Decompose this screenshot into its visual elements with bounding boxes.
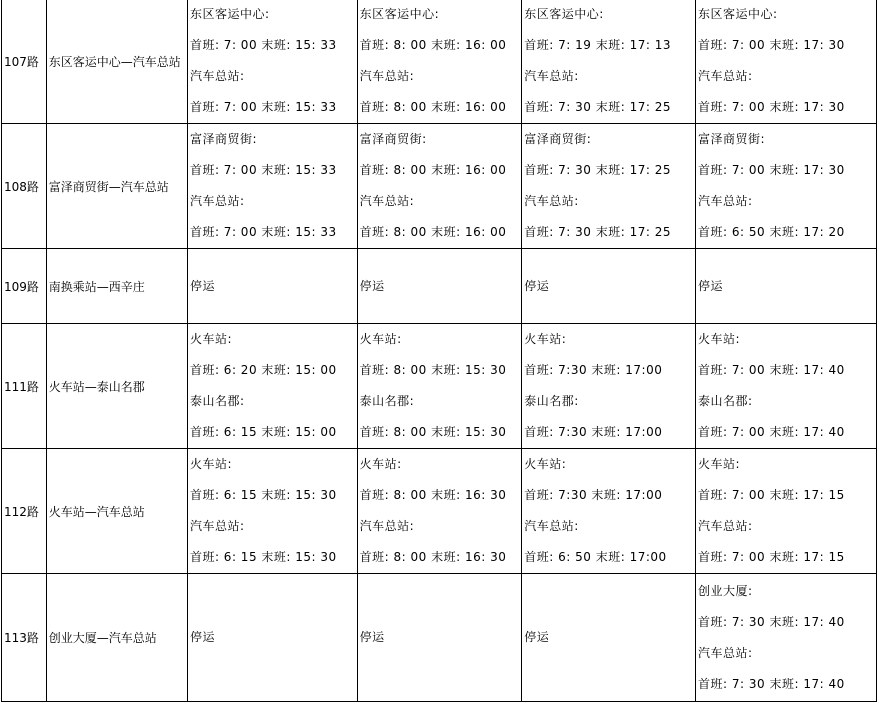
schedule-times: 首班: 6: 15 末班: 15: 00 <box>189 425 337 439</box>
suspended-text: 停运 <box>189 278 215 293</box>
table-row <box>2 0 877 124</box>
station-label: 火车站: <box>524 332 567 346</box>
schedule-times: 首班: 6: 20 末班: 15: 00 <box>189 363 337 377</box>
schedule-times: 首班: 8: 00 末班: 16: 00 <box>359 163 507 177</box>
schedule-cell <box>187 124 357 249</box>
bus-schedule-table <box>1 0 877 702</box>
route-name: 东区客运中心—汽车总站 <box>46 0 187 124</box>
station-label: 汽车总站: <box>698 519 753 533</box>
schedule-cell <box>696 449 877 574</box>
suspended-text: 停运 <box>524 630 550 644</box>
schedule-times: 首班: 7: 00 末班: 17: 30 <box>698 163 845 177</box>
schedule-times: 首班: 8: 00 末班: 16: 30 <box>359 488 507 502</box>
station-label: 汽车总站: <box>698 194 753 208</box>
schedule-times: 首班: 7: 00 末班: 17: 40 <box>698 363 845 377</box>
schedule-times: 首班: 6: 50 末班: 17:00 <box>524 550 667 564</box>
schedule-cell <box>187 574 357 702</box>
schedule-cell <box>696 0 877 124</box>
schedule-cell <box>357 0 522 124</box>
schedule-cell <box>522 124 696 249</box>
station-label: 泰山名郡: <box>524 394 579 408</box>
suspended-text: 停运 <box>524 278 550 293</box>
schedule-cell <box>696 124 877 249</box>
table-row <box>2 324 877 449</box>
station-label: 火车站: <box>189 457 232 471</box>
suspended-text: 停运 <box>698 278 724 293</box>
station-label: 汽车总站: <box>524 519 579 533</box>
route-name: 创业大厦—汽车总站 <box>46 574 187 702</box>
table-row <box>2 574 877 702</box>
schedule-cell <box>187 249 357 324</box>
table-row <box>2 249 877 324</box>
route-number: 113路 <box>2 574 47 702</box>
schedule-times: 首班: 8: 00 末班: 16: 30 <box>359 550 507 564</box>
route-number: 111路 <box>2 324 47 449</box>
schedule-times: 首班: 7: 00 末班: 17: 40 <box>698 425 845 439</box>
schedule-cell <box>187 324 357 449</box>
schedule-times: 首班: 7: 19 末班: 17: 13 <box>524 38 671 52</box>
table-body <box>2 0 877 702</box>
station-label: 泰山名郡: <box>189 394 245 408</box>
station-label: 汽车总站: <box>524 69 579 83</box>
schedule-times: 首班: 7: 00 末班: 15: 33 <box>189 100 337 114</box>
schedule-cell <box>187 449 357 574</box>
schedule-cell <box>696 574 877 702</box>
schedule-times: 首班: 7: 30 末班: 17: 40 <box>698 676 845 691</box>
schedule-cell <box>357 124 522 249</box>
schedule-times: 首班: 7: 00 末班: 17: 15 <box>698 550 845 564</box>
station-label: 富泽商贸街: <box>359 132 427 146</box>
schedule-cell <box>522 249 696 324</box>
suspended-text: 停运 <box>189 630 215 644</box>
station-label: 泰山名郡: <box>359 394 415 408</box>
schedule-cell <box>522 0 696 124</box>
station-label: 汽车总站: <box>359 69 415 83</box>
station-label: 东区客运中心: <box>189 7 270 21</box>
schedule-cell <box>522 449 696 574</box>
schedule-times: 首班: 7: 00 末班: 17: 30 <box>698 100 845 114</box>
station-label: 富泽商贸街: <box>524 132 592 146</box>
schedule-times: 首班: 7: 00 末班: 17: 30 <box>698 38 845 52</box>
schedule-times: 首班: 7: 30 末班: 17: 40 <box>698 614 845 629</box>
schedule-times: 首班: 7: 30 末班: 17: 25 <box>524 100 671 114</box>
station-label: 汽车总站: <box>698 69 753 83</box>
station-label: 火车站: <box>698 457 741 471</box>
schedule-times: 首班: 7: 00 末班: 15: 33 <box>189 163 337 177</box>
suspended-text: 停运 <box>359 278 385 293</box>
route-name: 火车站—泰山名郡 <box>46 324 187 449</box>
table-row <box>2 449 877 574</box>
station-label: 东区客运中心: <box>698 7 778 21</box>
schedule-cell <box>357 574 522 702</box>
route-number: 112路 <box>2 449 47 574</box>
schedule-times: 首班: 7: 00 末班: 15: 33 <box>189 225 337 239</box>
station-label: 火车站: <box>524 457 567 471</box>
station-label: 汽车总站: <box>359 194 415 208</box>
station-label: 火车站: <box>698 332 741 346</box>
route-number: 109路 <box>2 249 47 324</box>
station-label: 富泽商贸街: <box>698 132 766 146</box>
schedule-cell <box>522 574 696 702</box>
schedule-cell <box>357 324 522 449</box>
schedule-times: 首班: 8: 00 末班: 16: 00 <box>359 100 507 114</box>
schedule-times: 首班: 8: 00 末班: 15: 30 <box>359 363 507 377</box>
schedule-cell <box>522 324 696 449</box>
station-label: 东区客运中心: <box>524 7 604 21</box>
schedule-cell <box>357 449 522 574</box>
route-name: 火车站—汽车总站 <box>46 449 187 574</box>
schedule-times: 首班: 8: 00 末班: 16: 00 <box>359 38 507 52</box>
station-label: 火车站: <box>189 332 232 346</box>
station-label: 火车站: <box>359 457 402 471</box>
station-label: 汽车总站: <box>189 519 245 533</box>
schedule-times: 首班: 6: 15 末班: 15: 30 <box>189 488 337 502</box>
station-label: 汽车总站: <box>524 194 579 208</box>
schedule-times: 首班: 6: 50 末班: 17: 20 <box>698 225 845 239</box>
station-label: 汽车总站: <box>189 194 245 208</box>
route-name: 富泽商贸街—汽车总站 <box>46 124 187 249</box>
suspended-text: 停运 <box>359 630 385 644</box>
schedule-cell <box>696 324 877 449</box>
schedule-times: 首班: 7: 00 末班: 17: 15 <box>698 488 845 502</box>
route-number: 108路 <box>2 124 47 249</box>
schedule-cell <box>187 0 357 124</box>
route-name: 南换乘站—西辛庄 <box>46 249 187 324</box>
schedule-times: 首班: 8: 00 末班: 16: 00 <box>359 225 507 239</box>
schedule-times: 首班: 7:30 末班: 17:00 <box>524 488 663 502</box>
station-label: 汽车总站: <box>359 519 415 533</box>
schedule-times: 首班: 6: 15 末班: 15: 30 <box>189 550 337 564</box>
route-number: 107路 <box>2 0 47 124</box>
station-label: 汽车总站: <box>189 69 245 83</box>
station-label: 东区客运中心: <box>359 7 440 21</box>
station-label: 火车站: <box>359 332 402 346</box>
table-row <box>2 124 877 249</box>
schedule-times: 首班: 8: 00 末班: 15: 30 <box>359 425 507 439</box>
schedule-times: 首班: 7:30 末班: 17:00 <box>524 363 663 377</box>
schedule-cell <box>357 249 522 324</box>
station-label: 泰山名郡: <box>698 394 753 408</box>
station-label: 汽车总站: <box>698 645 753 660</box>
schedule-cell <box>696 249 877 324</box>
station-label: 创业大厦: <box>698 583 753 598</box>
schedule-times: 首班: 7: 30 末班: 17: 25 <box>524 163 671 177</box>
schedule-times: 首班: 7:30 末班: 17:00 <box>524 425 663 439</box>
schedule-times: 首班: 7: 00 末班: 15: 33 <box>189 38 337 52</box>
schedule-times: 首班: 7: 30 末班: 17: 25 <box>524 225 671 239</box>
station-label: 富泽商贸街: <box>189 132 257 146</box>
